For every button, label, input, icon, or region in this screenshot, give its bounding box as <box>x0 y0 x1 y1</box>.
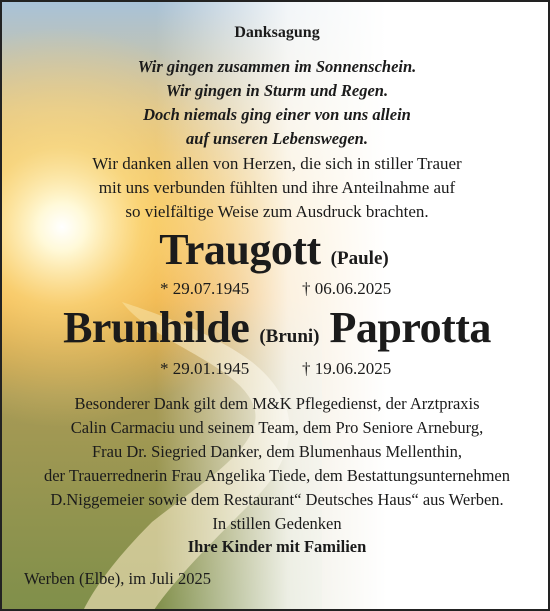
thanks-text <box>2 152 550 224</box>
person2-name-row <box>2 302 550 353</box>
poem-line: Wir gingen zusammen im Sonnenschein. <box>137 57 417 76</box>
poem <box>2 55 550 151</box>
poem-line: Doch niemals ging einer von uns allein <box>143 105 411 124</box>
special-thanks <box>2 392 550 512</box>
thanks-line: mit uns verbunden fühlten und ihre Anteilnahme auf <box>98 178 456 197</box>
person2-death-date: † 19.06.2025 <box>302 359 392 378</box>
person1-name: Traugott <box>159 225 321 274</box>
poem-line: Wir gingen in Sturm und Regen. <box>165 81 389 100</box>
person2-nickname: (Bruni) <box>259 326 320 347</box>
person1-nickname: (Paule) <box>330 248 389 269</box>
special-thanks-line: D.Niggemeier sowie dem Restaurant“ Deutsches Haus“ aus Werben. <box>50 490 504 509</box>
special-thanks-line: Calin Carmaciu und seinem Team, dem Pro Seniore Arneburg, <box>70 418 484 437</box>
person1-name-row <box>2 224 550 275</box>
person1-birth-date: * 29.07.1945 <box>160 279 250 298</box>
closing <box>2 512 550 558</box>
special-thanks-line: Frau Dr. Siegried Danker, dem Blumenhaus Mellenthin, <box>91 442 463 461</box>
thanks-line: so vielfältige Weise zum Ausdruck brachten. <box>125 202 429 221</box>
person2-last-name: Paprotta <box>329 303 491 352</box>
special-thanks-line: der Trauerrednerin Frau Angelika Tiede, dem Bestattungsunternehmen <box>43 466 511 485</box>
special-thanks-line: Besonderer Dank gilt dem M&K Pflegedienst, der Arztpraxis <box>74 394 480 413</box>
person2-first-name: Brunhilde <box>63 303 250 352</box>
place-date: Werben (Elbe), im Juli 2025 <box>24 569 212 588</box>
thanks-line: Wir danken allen von Herzen, die sich in stiller Trauer <box>92 154 462 173</box>
heading: Danksagung <box>234 24 320 41</box>
person1-death-date: † 06.06.2025 <box>302 279 392 298</box>
closing-family: Ihre Kinder mit Familien <box>187 537 367 556</box>
closing-line: In stillen Gedenken <box>212 514 342 533</box>
poem-line: auf unseren Lebenswegen. <box>186 129 368 148</box>
person2-birth-date: * 29.01.1945 <box>160 359 250 378</box>
